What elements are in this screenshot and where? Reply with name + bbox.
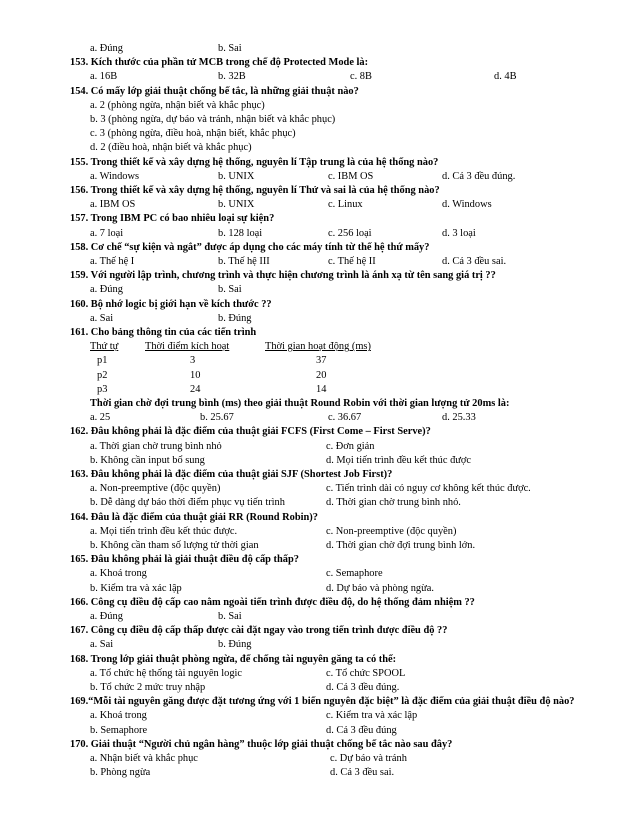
answer-option: a. 25 [90, 412, 111, 424]
answer-options-line [0, 482, 638, 496]
answer-options-line [0, 255, 638, 269]
answer-option: a. Non-preemptive (độc quyền) [90, 483, 221, 495]
answer-options-line [0, 312, 638, 326]
answer-options-line [0, 724, 638, 738]
answer-options-line [0, 113, 638, 127]
question-text: 162. Đâu không phải là đặc điểm của thuật giải FCFS (First Come – First Serve)? [70, 426, 431, 438]
question-text: Thời gian chờ đợi trung bình (ms) theo giải thuật Round Robin với thời gian lượng tử 20ms là: [90, 398, 510, 409]
table-header-row [0, 340, 638, 354]
answer-option: b. UNIX [218, 199, 255, 211]
table-header-cell: Thời điểm kích hoạt [145, 341, 230, 353]
answer-option: a. Sai [90, 312, 114, 324]
answer-option: a. Thế hệ I [90, 256, 135, 267]
answer-option: a. 16B [90, 71, 118, 83]
question-text: 158. Cơ chế “sự kiện và ngắt” được áp dụng cho các máy tính từ thế hệ thứ mấy? [70, 241, 430, 253]
question-text: 163. Đâu không phải là đặc điểm của thuật giải SJF (Shortest Job First)? [70, 469, 393, 480]
answer-option: a. Thời gian chờ trung bình nhỏ [90, 440, 222, 452]
answer-option: c. Dự báo và tránh [330, 753, 407, 764]
table-row [0, 354, 638, 368]
question-line [0, 624, 638, 638]
answer-option: b. Kiểm tra và xác lập [90, 582, 182, 594]
table-header-cell: Thứ tự [90, 341, 119, 353]
answer-option: b. Không cần input bổ sung [90, 454, 205, 466]
answer-option: b. 128 loại [218, 227, 263, 239]
answer-option: d. Thời gian chờ đợi trung bình lớn. [326, 540, 476, 551]
answer-option: b. Đúng [218, 639, 252, 651]
question-line [0, 241, 638, 255]
table-cell: 14 [316, 383, 327, 395]
answer-options-line [0, 766, 638, 780]
question-line [0, 511, 638, 525]
table-cell: p2 [97, 369, 108, 381]
answer-option: b. 3 (phòng ngừa, dự báo và tránh, nhận biết và khắc phục) [90, 114, 336, 125]
answer-option: c. 3 (phòng ngừa, điều hoà, nhận biết, khắc phục) [90, 128, 296, 140]
answer-option: c. Tiến trình dài có nguy cơ không kết thúc được. [326, 483, 531, 495]
question-text: 165. Đâu không phải là giải thuật điều độ cấp thấp? [70, 554, 299, 566]
answer-option: c. Tổ chức SPOOL [326, 667, 406, 679]
answer-options-line [0, 610, 638, 624]
answer-option: a. Khoá trong [90, 568, 147, 580]
answer-option: b. Dễ dàng dự báo thời điểm phục vụ tiến trình [90, 497, 285, 509]
question-line [0, 553, 638, 567]
answer-options-line [0, 638, 638, 652]
table-header-cell: Thời gian hoạt động (ms) [265, 341, 371, 353]
question-line [0, 56, 638, 70]
answer-options-line [0, 440, 638, 454]
answer-option: c. Non-preemptive (độc quyền) [326, 525, 457, 537]
table-row [0, 369, 638, 383]
answer-option: c. 8B [350, 71, 372, 83]
answer-option: d. 25.33 [442, 412, 476, 424]
question-line [0, 425, 638, 439]
table-cell: 24 [190, 383, 201, 395]
question-text: 153. Kích thước của phần tử MCB trong chế độ Protected Mode là: [70, 57, 369, 69]
answer-options-line [0, 227, 638, 241]
answer-options-line [0, 582, 638, 596]
answer-option: b. 25.67 [200, 412, 234, 424]
question-text: 156. Trong thiết kế và xây dựng hệ thống, nguyên lí Thử và sai là của hệ thống nào? [70, 185, 440, 196]
answer-options-line [0, 411, 638, 425]
table-cell: 20 [316, 369, 327, 381]
answer-options-line [0, 567, 638, 581]
answer-options-line [0, 496, 638, 510]
answer-option: c. Semaphore [326, 568, 383, 580]
question-text: 164. Đâu là đặc điểm của thuật giải RR (Round Robin)? [70, 511, 318, 523]
question-line [0, 596, 638, 610]
question-line [0, 85, 638, 99]
table-row [0, 383, 638, 397]
question-text: 154. Có mấy lớp giải thuật chống bế tắc, là những giải thuật nào? [70, 85, 359, 97]
question-text: 168. Trong lớp giải thuật phòng ngừa, để chống tài nguyên găng ta có thể: [70, 653, 397, 665]
answer-options-line [0, 681, 638, 695]
question-text: 169.“Mỗi tài nguyên găng được đặt tương ứng với 1 biến nguyên đặc biệt” là đặc điểm của giải thuật điều độ nào? [70, 696, 575, 708]
answer-option: b. Tổ chức 2 mức truy nhập [90, 682, 206, 693]
answer-options-line [0, 127, 638, 141]
answer-option: a. Nhận biết và khắc phục [90, 753, 198, 764]
answer-option: c. 256 loại [328, 227, 372, 239]
question-line [0, 653, 638, 667]
answer-option: b. Phòng ngừa [90, 767, 151, 779]
answer-option: b. Đúng [218, 312, 252, 324]
answer-option: a. 2 (phòng ngừa, nhận biết và khắc phục) [90, 99, 265, 111]
question-text: 170. Giải thuật “Người chủ ngân hàng” thuộc lớp giải thuật chống bế tắc nào sau đây? [70, 738, 453, 750]
table-cell: p1 [97, 355, 108, 367]
answer-option: b. Sai [218, 43, 242, 54]
answer-option: b. 32B [218, 71, 246, 83]
answer-option: d. Windows [442, 199, 492, 211]
answer-option: a. Đúng [90, 284, 123, 296]
answer-options-line [0, 70, 638, 84]
table-cell: 37 [316, 355, 327, 367]
answer-option: d. Cả 3 đều đúng. [326, 682, 400, 693]
question-line [0, 738, 638, 752]
answer-option: d. Dự báo và phòng ngừa. [326, 582, 434, 594]
question-text: 161. Cho bảng thông tin của các tiến trình [70, 327, 257, 338]
answer-option: d. 3 loại [442, 227, 476, 239]
answer-options-line [0, 99, 638, 113]
answer-option: c. Kiểm tra và xác lập [326, 710, 418, 722]
answer-options-line [0, 709, 638, 723]
answer-option: d. Cả 3 đều đúng. [442, 170, 516, 182]
answer-option: d. 2 (điều hoà, nhận biết và khắc phục) [90, 142, 252, 154]
answer-option: d. Cả 3 đều đúng [326, 724, 397, 736]
question-line [0, 298, 638, 312]
answer-option: b. Thế hệ III [218, 256, 270, 267]
question-line [0, 326, 638, 340]
answer-option: a. Tổ chức hệ thống tài nguyên logic [90, 667, 243, 679]
question-line [0, 397, 638, 411]
question-line [0, 212, 638, 226]
answer-options-line [0, 283, 638, 297]
answer-options-line [0, 525, 638, 539]
question-text: 166. Công cụ điều độ cấp cao nằm ngoài tiến trình được điều độ, do hệ thống đảm nhiệm ?? [70, 596, 475, 608]
answer-option: a. Đúng [90, 611, 123, 622]
answer-option: a. Mọi tiến trình đều kết thúc được. [90, 525, 238, 537]
answer-options-line [0, 752, 638, 766]
table-cell: 3 [190, 355, 196, 367]
question-text: 160. Bộ nhớ logic bị giới hạn về kích thước ?? [70, 298, 272, 310]
answer-option: d. Cả 3 đều sai. [442, 256, 507, 267]
answer-option: c. Đơn giản [326, 440, 375, 452]
answer-options-line [0, 539, 638, 553]
answer-options-line [0, 667, 638, 681]
answer-option: c. 36.67 [328, 412, 362, 424]
question-line [0, 468, 638, 482]
answer-option: a. IBM OS [90, 199, 136, 211]
answer-option: a. Đúng [90, 43, 123, 54]
question-text: 167. Công cụ điều độ cấp thấp được cài đặt ngay vào trong tiến trình được điều độ ?? [70, 625, 448, 637]
question-line [0, 269, 638, 283]
answer-option: d. 4B [494, 71, 517, 83]
answer-options-line [0, 198, 638, 212]
question-line [0, 156, 638, 170]
question-text: 159. Với người lập trình, chương trình và thực hiện chương trình là ánh xạ từ tên sang giá trị ?? [70, 270, 496, 282]
answer-options-line [0, 170, 638, 184]
question-text: 155. Trong thiết kế và xây dựng hệ thống, nguyên lí Tập trung là của hệ thống nào? [70, 156, 439, 168]
answer-option: a. Sai [90, 639, 114, 651]
table-cell: p3 [97, 383, 108, 395]
answer-options-line [0, 454, 638, 468]
question-line [0, 695, 638, 709]
answer-option: b. Semaphore [90, 724, 148, 736]
answer-option: c. Linux [328, 199, 363, 211]
answer-option: d. Cả 3 đều sai. [330, 767, 395, 779]
table-cell: 10 [190, 369, 201, 381]
question-text: 157. Trong IBM PC có bao nhiêu loại sự kiện? [70, 213, 275, 225]
answer-option: b. UNIX [218, 170, 255, 182]
answer-options-line [0, 42, 638, 56]
answer-option: b. Không cần tham số lượng tử thời gian [90, 540, 259, 551]
answer-option: d. Thời gian chờ trung bình nhỏ. [326, 497, 461, 509]
answer-option: d. Mọi tiến trình đều kết thúc được [326, 454, 472, 466]
answer-option: c. IBM OS [328, 170, 374, 182]
answer-option: c. Thế hệ II [328, 256, 376, 267]
answer-option: a. Windows [90, 170, 140, 182]
question-line [0, 184, 638, 198]
answer-options-line [0, 141, 638, 155]
answer-option: a. 7 loại [90, 227, 124, 239]
answer-option: b. Sai [218, 284, 242, 296]
answer-option: b. Sai [218, 611, 242, 622]
answer-option: a. Khoá trong [90, 710, 147, 722]
